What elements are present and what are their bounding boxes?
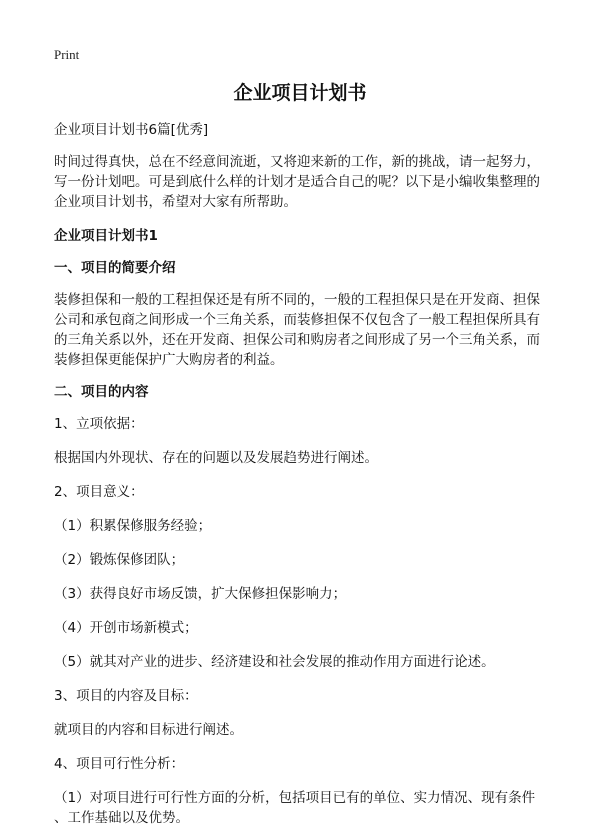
item-content-goals: 3、项目的内容及目标： [54,688,198,704]
print-link[interactable]: Print [54,47,80,62]
item-feasibility: 4、项目可行性分析： [54,756,185,772]
feasibility-point-1 [54,788,554,828]
significance-point-3: （3）获得良好市场反馈，扩大保修担保影响力； [54,586,347,602]
paragraph-line: 装修担保和一般的工程担保还是有所不同的，一般的工程担保只是在开发商、担保 [54,292,540,308]
significance-point-1: （1）积累保修服务经验； [54,518,212,534]
paragraph-line: 的三角关系以外，还在开发商、担保公司和购房者之间形成了另一个三角关系，而 [54,332,540,348]
subtitle: 企业项目计划书6篇[优秀] [54,122,209,138]
document-body [54,120,554,828]
document-title: 企业项目计划书 [233,82,367,104]
item-significance: 2、项目意义： [54,484,144,500]
paragraph-line: 装修担保更能保护广大购房者的利益。 [54,352,284,368]
significance-point-4: （4）开创市场新模式； [54,620,198,636]
paragraph-line: 公司和承包商之间形成一个三角关系，而装修担保不仅包含了一般工程担保所具有 [54,312,540,328]
paragraph-project-intro [54,290,554,370]
intro-line: 企业项目计划书，希望对大家有所帮助。 [54,194,297,210]
section-heading: 企业项目计划书1 [54,228,158,244]
paragraph-line: 、工作基础以及优势。 [54,810,189,826]
intro-line: 写一份计划吧。可是到底什么样的计划才是适合自己的呢？以下是小编收集整理的 [54,174,540,190]
significance-point-5: （5）就其对产业的进步、经济建设和社会发展的推动作用方面进行论述。 [54,654,495,670]
significance-point-2: （2）锻炼保修团队； [54,552,185,568]
paragraph-line: （1）对项目进行可行性方面的分析，包括项目已有的单位、实力情况、现有条件 [54,790,536,806]
item-basis: 1、立项依据： [54,416,144,432]
intro-line: 时间过得真快，总在不经意间流逝，又将迎来新的工作，新的挑战，请一起努力， [54,154,540,170]
intro-paragraph [54,152,554,212]
item-basis-text: 根据国内外现状、存在的问题以及发展趋势进行阐述。 [54,450,378,466]
heading-project-content: 二、项目的内容 [54,384,149,400]
item-content-goals-text: 就项目的内容和目标进行阐述。 [54,722,243,738]
heading-project-intro: 一、项目的简要介绍 [54,260,176,276]
